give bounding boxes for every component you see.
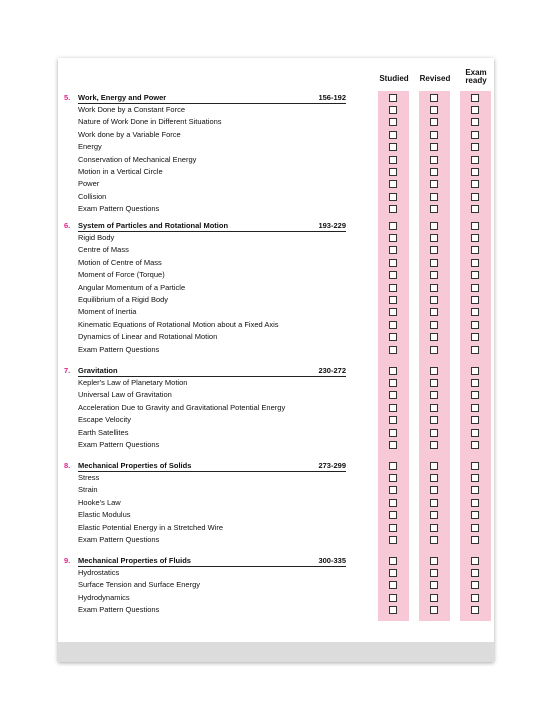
- topic-item: Earth Satellites: [78, 427, 129, 437]
- checkbox-revised[interactable]: [430, 606, 438, 614]
- column-header-exam: Exam ready: [465, 68, 487, 85]
- topic-item: Surface Tension and Surface Energy: [78, 580, 201, 590]
- checkbox-exam[interactable]: [471, 222, 479, 230]
- section-underline: [78, 376, 346, 377]
- checkbox-exam[interactable]: [471, 557, 479, 565]
- checkbox-studied[interactable]: [389, 131, 397, 139]
- checkbox-exam[interactable]: [471, 143, 479, 151]
- topic-item: Exam Pattern Questions: [78, 440, 160, 449]
- checkbox-exam[interactable]: [471, 536, 479, 544]
- checkbox-revised[interactable]: [430, 259, 438, 267]
- checkbox-exam[interactable]: [471, 416, 479, 424]
- checkbox-exam[interactable]: [471, 391, 479, 399]
- checkbox-revised[interactable]: [430, 429, 438, 437]
- checkbox-studied[interactable]: [389, 118, 397, 126]
- checkbox-revised[interactable]: [430, 180, 438, 188]
- checkbox-exam[interactable]: [471, 156, 479, 164]
- checkbox-studied[interactable]: [389, 499, 397, 507]
- section-number: 5.: [64, 93, 71, 102]
- checkbox-revised[interactable]: [430, 106, 438, 114]
- checkbox-revised[interactable]: [430, 524, 438, 532]
- checkbox-exam[interactable]: [471, 205, 479, 213]
- checkbox-revised[interactable]: [430, 441, 438, 449]
- checkbox-revised[interactable]: [430, 193, 438, 201]
- checkbox-studied[interactable]: [389, 536, 397, 544]
- section-page-range: 156-192: [318, 93, 346, 102]
- checkbox-studied[interactable]: [389, 284, 397, 292]
- checkbox-studied[interactable]: [389, 180, 397, 188]
- checkbox-revised[interactable]: [430, 367, 438, 375]
- section-title: Gravitation: [78, 366, 118, 375]
- checkbox-revised[interactable]: [430, 271, 438, 279]
- checkbox-studied[interactable]: [389, 106, 397, 114]
- checkbox-exam[interactable]: [471, 404, 479, 412]
- checkbox-studied[interactable]: [389, 333, 397, 341]
- checkbox-studied[interactable]: [389, 511, 397, 519]
- topic-item: Kinematic Equations of Rotational Motion about a Fixed Axis: [78, 319, 279, 329]
- topic-item: Conservation of Mechanical Energy: [78, 154, 197, 164]
- section-number: 9.: [64, 556, 71, 565]
- checkbox-studied[interactable]: [389, 234, 397, 242]
- section-number: 7.: [64, 366, 71, 375]
- checkbox-exam[interactable]: [471, 168, 479, 176]
- checkbox-revised[interactable]: [430, 234, 438, 242]
- checkbox-exam[interactable]: [471, 367, 479, 375]
- topic-item: Elastic Modulus: [78, 510, 131, 520]
- checkbox-revised[interactable]: [430, 143, 438, 151]
- checkbox-studied[interactable]: [389, 321, 397, 329]
- topic-item: Equilibrium of a Rigid Body: [78, 295, 169, 304]
- checkbox-exam[interactable]: [471, 131, 479, 139]
- checkbox-revised[interactable]: [430, 462, 438, 470]
- checkbox-exam[interactable]: [471, 441, 479, 449]
- checkbox-exam[interactable]: [471, 246, 479, 254]
- checkbox-studied[interactable]: [389, 259, 397, 267]
- checkbox-revised[interactable]: [430, 511, 438, 519]
- column-header-studied: Studied: [379, 74, 409, 83]
- checkbox-exam[interactable]: [471, 594, 479, 602]
- checkbox-studied[interactable]: [389, 193, 397, 201]
- topic-item: Work Done by a Constant Force: [78, 105, 185, 114]
- checkbox-exam[interactable]: [471, 499, 479, 507]
- checkbox-studied[interactable]: [389, 524, 397, 532]
- checkbox-revised[interactable]: [430, 168, 438, 176]
- checkbox-studied[interactable]: [389, 271, 397, 279]
- checkbox-exam[interactable]: [471, 474, 479, 482]
- topic-item: Hydrodynamics: [78, 592, 130, 602]
- topic-item: Motion in a Vertical Circle: [78, 167, 163, 176]
- checkbox-exam[interactable]: [471, 569, 479, 577]
- checkbox-studied[interactable]: [389, 367, 397, 375]
- checkbox-revised[interactable]: [430, 156, 438, 164]
- checkbox-exam[interactable]: [471, 346, 479, 354]
- section-page-range: 193-229: [318, 221, 346, 230]
- topic-item: Collision: [78, 191, 107, 201]
- section-underline: [78, 471, 346, 472]
- checkbox-studied[interactable]: [389, 594, 397, 602]
- topic-item: Elastic Potential Energy in a Stretched Wire: [78, 522, 224, 532]
- checkbox-exam[interactable]: [471, 271, 479, 279]
- checkbox-exam[interactable]: [471, 94, 479, 102]
- page-footer-bar: [58, 642, 494, 662]
- checklist-page: [58, 58, 494, 662]
- section-title: Mechanical Properties of Solids: [78, 461, 192, 470]
- topic-item: Hydrostatics: [78, 568, 120, 577]
- checkbox-studied[interactable]: [389, 581, 397, 589]
- topic-item: Exam Pattern Questions: [78, 204, 160, 214]
- checkbox-studied[interactable]: [389, 308, 397, 316]
- checkbox-revised[interactable]: [430, 379, 438, 387]
- checkbox-revised[interactable]: [430, 557, 438, 565]
- checkbox-revised[interactable]: [430, 581, 438, 589]
- checkbox-studied[interactable]: [389, 346, 397, 354]
- topic-item: Moment of Inertia: [78, 307, 137, 317]
- checkbox-studied[interactable]: [389, 205, 397, 213]
- checkbox-studied[interactable]: [389, 606, 397, 614]
- checkbox-exam[interactable]: [471, 379, 479, 387]
- checkbox-exam[interactable]: [471, 321, 479, 329]
- topic-item: Nature of Work Done in Different Situations: [78, 117, 222, 127]
- section-underline: [78, 231, 346, 232]
- topic-item: Moment of Force (Torque): [78, 270, 165, 280]
- checkbox-revised[interactable]: [430, 94, 438, 102]
- checkbox-revised[interactable]: [430, 474, 438, 482]
- checkbox-exam[interactable]: [471, 106, 479, 114]
- checkbox-exam[interactable]: [471, 429, 479, 437]
- checkbox-exam[interactable]: [471, 296, 479, 304]
- checkbox-exam[interactable]: [471, 118, 479, 126]
- checkbox-exam[interactable]: [471, 284, 479, 292]
- topic-item: Exam Pattern Questions: [78, 535, 160, 544]
- checkbox-exam[interactable]: [471, 606, 479, 614]
- checkbox-exam[interactable]: [471, 524, 479, 532]
- checkbox-revised[interactable]: [430, 118, 438, 126]
- topic-item: Power: [78, 179, 100, 189]
- topic-item: Acceleration Due to Gravity and Gravitational Potential Energy: [78, 402, 286, 412]
- topic-item: Stress: [78, 473, 100, 482]
- checkbox-studied[interactable]: [389, 391, 397, 399]
- checkbox-revised[interactable]: [430, 308, 438, 316]
- topic-item: Escape Velocity: [78, 415, 131, 425]
- checkbox-revised[interactable]: [430, 486, 438, 494]
- checkbox-studied[interactable]: [389, 474, 397, 482]
- column-header-revised: Revised: [419, 74, 451, 83]
- checkbox-exam[interactable]: [471, 180, 479, 188]
- checkbox-exam[interactable]: [471, 259, 479, 267]
- checkbox-studied[interactable]: [389, 416, 397, 424]
- topic-item: Work done by a Variable Force: [78, 129, 181, 139]
- checkbox-studied[interactable]: [389, 486, 397, 494]
- checkbox-revised[interactable]: [430, 391, 438, 399]
- section-number: 6.: [64, 221, 71, 230]
- checkbox-revised[interactable]: [430, 416, 438, 424]
- checkbox-studied[interactable]: [389, 441, 397, 449]
- checkbox-exam[interactable]: [471, 462, 479, 470]
- topic-item: Kepler's Law of Planetary Motion: [78, 378, 188, 387]
- checkbox-studied[interactable]: [389, 379, 397, 387]
- checkbox-studied[interactable]: [389, 94, 397, 102]
- section-page-range: 230-272: [318, 366, 346, 375]
- topic-item: Strain: [78, 485, 98, 495]
- checkbox-studied[interactable]: [389, 296, 397, 304]
- checkbox-studied[interactable]: [389, 156, 397, 164]
- checkbox-studied[interactable]: [389, 246, 397, 254]
- checkbox-exam[interactable]: [471, 308, 479, 316]
- checkbox-revised[interactable]: [430, 321, 438, 329]
- checkbox-revised[interactable]: [430, 296, 438, 304]
- section-number: 8.: [64, 461, 71, 470]
- topic-item: Energy: [78, 142, 102, 152]
- checkbox-revised[interactable]: [430, 346, 438, 354]
- checkbox-studied[interactable]: [389, 404, 397, 412]
- checkbox-studied[interactable]: [389, 222, 397, 230]
- checkbox-exam[interactable]: [471, 581, 479, 589]
- checkbox-revised[interactable]: [430, 569, 438, 577]
- section-page-range: 273-299: [318, 461, 346, 470]
- checkbox-revised[interactable]: [430, 246, 438, 254]
- section-title: Work, Energy and Power: [78, 93, 167, 102]
- section-title: Mechanical Properties of Fluids: [78, 556, 191, 565]
- topic-item: Centre of Mass: [78, 245, 129, 255]
- topic-item: Universal Law of Gravitation: [78, 390, 172, 400]
- checkbox-revised[interactable]: [430, 594, 438, 602]
- checkbox-exam[interactable]: [471, 193, 479, 201]
- topic-item: Exam Pattern Questions: [78, 605, 160, 615]
- checkbox-studied[interactable]: [389, 557, 397, 565]
- checkbox-studied[interactable]: [389, 143, 397, 151]
- section-page-range: 300-335: [318, 556, 346, 565]
- checkbox-exam[interactable]: [471, 333, 479, 341]
- section-underline: [78, 103, 346, 104]
- topic-item: Motion of Centre of Mass: [78, 257, 162, 267]
- checkbox-revised[interactable]: [430, 131, 438, 139]
- checkbox-studied[interactable]: [389, 168, 397, 176]
- topic-item: Exam Pattern Questions: [78, 344, 160, 354]
- topic-item: Hooke's Law: [78, 497, 121, 507]
- checkbox-studied[interactable]: [389, 569, 397, 577]
- section-underline: [78, 566, 346, 567]
- checkbox-studied[interactable]: [389, 462, 397, 470]
- topic-item: Dynamics of Linear and Rotational Motion: [78, 332, 218, 342]
- checkbox-revised[interactable]: [430, 499, 438, 507]
- checkbox-exam[interactable]: [471, 511, 479, 519]
- checkbox-revised[interactable]: [430, 404, 438, 412]
- checkbox-revised[interactable]: [430, 536, 438, 544]
- checkbox-revised[interactable]: [430, 222, 438, 230]
- checkbox-revised[interactable]: [430, 205, 438, 213]
- checkbox-exam[interactable]: [471, 234, 479, 242]
- topic-item: Angular Momentum of a Particle: [78, 282, 186, 292]
- checkbox-exam[interactable]: [471, 486, 479, 494]
- section-title: System of Particles and Rotational Motion: [78, 221, 229, 230]
- checkbox-studied[interactable]: [389, 429, 397, 437]
- checkbox-revised[interactable]: [430, 333, 438, 341]
- checkbox-revised[interactable]: [430, 284, 438, 292]
- topic-item: Rigid Body: [78, 233, 115, 242]
